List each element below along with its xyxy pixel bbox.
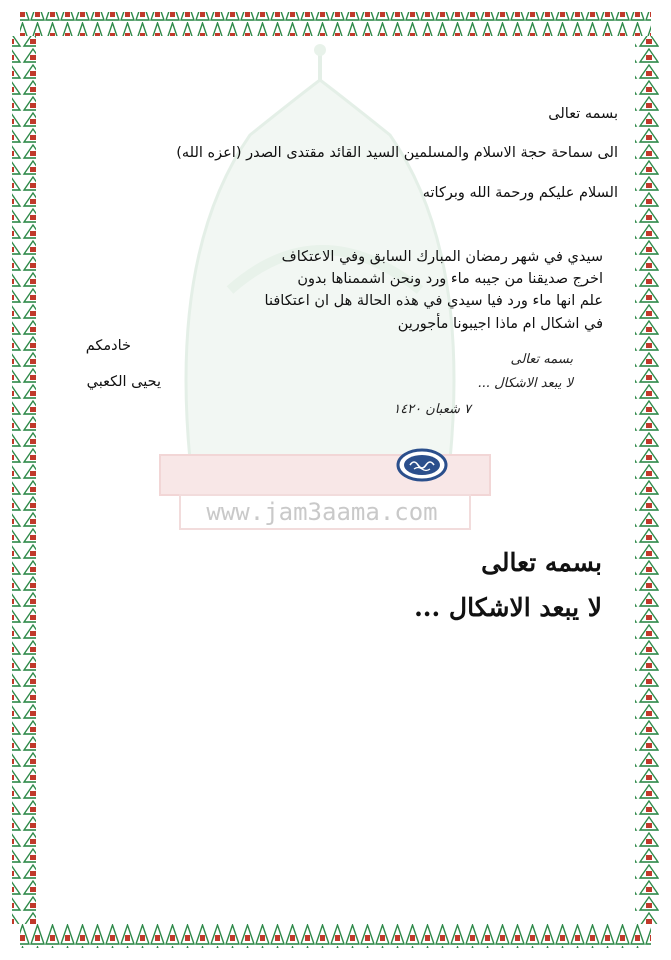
letter-closing: خادمكم <box>85 338 131 354</box>
official-seal-icon <box>396 448 448 482</box>
mosque-watermark <box>40 40 631 920</box>
letter-body-line: سيدي في شهر رمضان المبارك السابق وفي الاعتكاف <box>281 249 603 265</box>
letter-body-line: في اشكال ام ماذا اجيبونا مأجورين <box>397 316 603 332</box>
watermark-url: www.jam3aama.com <box>206 498 438 526</box>
handwritten-reply-line2: لا يبعد الاشكال ... <box>477 376 573 391</box>
typed-reply-line1: بسمه تعالى <box>481 548 602 577</box>
letter-opening: بسمه تعالى <box>548 106 618 122</box>
handwritten-reply-date: ٧ شعبان ١٤٢٠ <box>393 402 471 417</box>
letter-addressee: الى سماحة حجة الاسلام والمسلمين السيد القائد مقتدى الصدر (اعزه الله) <box>176 145 618 161</box>
letter-page <box>40 40 631 920</box>
letter-sender: يحيى الكعبي <box>86 374 161 390</box>
letter-body-line: علم انها ماء ورد فيا سيدي في هذه الحالة هل ان اعتكافنا <box>264 293 603 309</box>
letter-body-line: اخرج صديقنا من جيبه ماء ورد ونحن اشممناها بدون <box>297 271 603 287</box>
typed-reply-line2: لا يبعد الاشكال ... <box>414 593 602 622</box>
handwritten-reply-line1: بسمه تعالى <box>510 352 573 367</box>
letter-greeting: السلام عليكم ورحمة الله وبركاته <box>422 185 618 201</box>
